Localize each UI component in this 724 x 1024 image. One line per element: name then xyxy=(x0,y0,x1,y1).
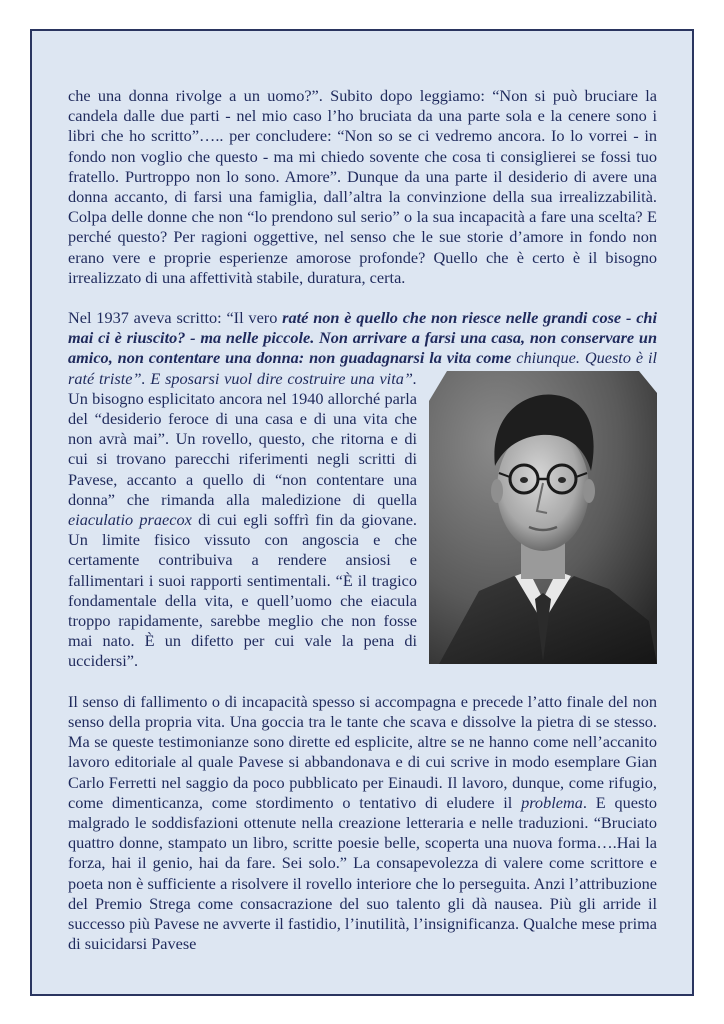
paragraph-3-text-a: Il senso di fallimento o di incapacità spesso si accompagna e precede l’atto finale del non senso della propria vita. Una goccia tra le tante che scava e dissolve la pietra di se stesso. Ma se queste testimonianze sono dirette ed esplicite, altre se ne hanno come nell’accanito lavoro editoriale al quale Pavese si abbandonava e di cui scrive in modo esemplare Gian Carlo Ferretti nel saggio da poco pubblicato per Einaudi. Il lavoro, dunque, come rifugio, come dimenticanza, come stordimento o tentativo di eludere il xyxy=(68,691,657,812)
article-body xyxy=(68,86,657,954)
paragraph-2-intro: Nel 1937 aveva scritto: “Il vero xyxy=(68,308,283,328)
paragraph-2-term: eiaculatio praecox xyxy=(68,510,192,530)
paragraph-3-text-b: . E questo malgrado le soddisfazioni ottenute nella creazione letteraria e nelle traduzioni. “Bruciato quattro donne, stampato un libro, scritte poesie belle, scoperta una nuova forma….Hai la forza, hai il genio, hai da fare. Sei solo.” La consapevolezza di valere come scrittore e poeta non è sufficiente a risolvere il rovello interiore che lo perseguita. Anzi l’attribuzione del Premio Strega come consacrazione del suo talento gli dà nausea. Più gli arride il successo più Pavese ne avverte il fastidio, l’inutilità, l’insignificanza. Qualche mese prima di suicidarsi Pavese xyxy=(68,792,657,954)
paragraph-2-quote-italic: chiunque. Questo è il raté triste”. E sposarsi vuol dire costruire una vita”. xyxy=(68,348,658,388)
paragraph-3-term: problema xyxy=(521,792,583,812)
paragraph-2-text-a: Un bisogno esplicitato ancora nel 1940 allorché parla del “desiderio feroce di una casa e di una vita che non avrà mai”. Un rovello, questo, che ritorna e di cui si trovano parecchi riferimenti negli scritti di Pavese, accanto a quello di “non contentare una donna” che rimanda alla maledizione di quella xyxy=(68,388,417,509)
paragraph-1 xyxy=(68,86,657,288)
paragraph-2-text-b: di cui egli soffrì fin da giovane. Un limite fisico vissuto con angoscia e che certamente contribuiva a rendere ansiosi e fallimentari i suoi rapporti sentimentali. “È il tragico fondamentale della vita, e quell’uomo che eiacula troppo rapidamente, sarebbe meglio che non fosse mai nato. È un difetto per cui vale la pena di uccidersi”. xyxy=(68,510,417,671)
portrait-photo xyxy=(429,371,657,664)
paragraph-2 xyxy=(68,308,657,672)
paragraph-1-text: che una donna rivolge a un uomo?”. Subito dopo leggiamo: “Non si può bruciare la candela dalle due parti - nel mio caso l’ho bruciata da una parte sola e la cenere sono i libri che ho scritto”….. per concludere: “Non so se ci vedremo ancora. Io lo vorrei - in fondo non voglio che questo - ma mi chiedo sovente che cosa ti consiglierei se fossi tuo fratello. Purtroppo non lo sono. Amore”. Dunque da una parte il desiderio di avere una donna accanto, di farsi una famiglia, dall’altra la convinzione della sua irrealizzabilità. Colpa delle donne che non “lo prendono sul serio” o la sua incapacità a fare una scelta? E perché questo? Per ragioni oggettive, nel senso che le sue storie d’amore in fondo non erano vere e proprie esperienze amorose profonde? Quello che è certo è il bisogno irrealizzato di una affettività stabile, duratura, certa. xyxy=(68,86,657,287)
paragraph-3 xyxy=(68,692,657,955)
portrait-image xyxy=(429,371,657,664)
paragraph-2-quote-bold: raté non è quello che non riesce nelle grandi cose - chi mai ci è riuscito? - ma nelle piccole. Non arrivare a farsi una casa, non conservare un amico, non contentare una donna: non guadagnarsi la vita come xyxy=(68,308,657,368)
